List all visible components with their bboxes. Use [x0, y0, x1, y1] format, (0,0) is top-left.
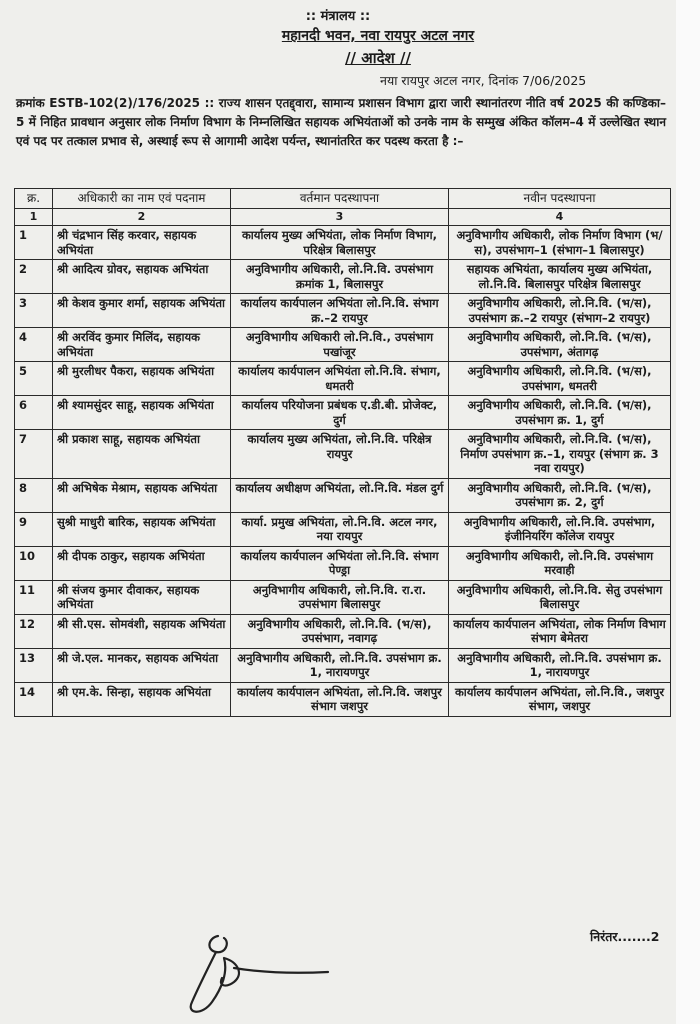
table-row: [15, 614, 671, 648]
table-row: [15, 362, 671, 396]
row-current-posting: अनुविभागीय अधिकारी लो.नि.वि., उपसंभाग पखांजूर: [231, 328, 449, 362]
row-current-posting: कार्यालय कार्यपालन अभियंता, लो.नि.वि. जशपुर संभाग जशपुर: [231, 682, 449, 716]
order-title: // आदेश //: [345, 49, 411, 67]
row-new-posting: अनुविभागीय अधिकारी, लो.नि.वि. उपसंभाग मरवाही: [449, 546, 671, 580]
row-officer-name: श्री एम.के. सिन्हा, सहायक अभियंता: [53, 682, 231, 716]
header-sn: क्र.: [15, 189, 53, 209]
row-serial: 13: [15, 648, 53, 682]
row-new-posting: कार्यालय कार्यपालन अभियंता, लो.नि.वि., जशपुर संभाग, जशपुर: [449, 682, 671, 716]
column-number: 3: [231, 208, 449, 226]
table-row: [15, 226, 671, 260]
row-current-posting: कार्यालय परियोजना प्रबंधक ए.डी.बी. प्रोजेक्ट, दुर्ग: [231, 396, 449, 430]
row-serial: 7: [15, 430, 53, 479]
row-officer-name: श्री अरविंद कुमार मिलिंद, सहायक अभियंता: [53, 328, 231, 362]
row-current-posting: कार्यालय मुख्य अभियंता, लोक निर्माण विभाग, परिक्षेत्र बिलासपुर: [231, 226, 449, 260]
row-officer-name: श्री आदित्य ग्रोवर, सहायक अभियंता: [53, 260, 231, 294]
row-serial: 6: [15, 396, 53, 430]
row-officer-name: श्री दीपक ठाकुर, सहायक अभियंता: [53, 546, 231, 580]
row-new-posting: अनुविभागीय अधिकारी, लो.नि.वि. उपसंभाग क्र. 1, नारायणपुर: [449, 648, 671, 682]
column-number-row: [15, 208, 671, 226]
row-officer-name: श्री अभिषेक मेश्राम, सहायक अभियंता: [53, 478, 231, 512]
row-officer-name: श्री प्रकाश साहू, सहायक अभियंता: [53, 430, 231, 479]
column-number: 4: [449, 208, 671, 226]
row-current-posting: कार्या. प्रमुख अभियंता, लो.नि.वि. अटल नगर, नया रायपुर: [231, 512, 449, 546]
row-officer-name: सुश्री माधुरी बारिक, सहायक अभियंता: [53, 512, 231, 546]
row-new-posting: अनुविभागीय अधिकारी, लो.नि.वि. (भ/स), उपसंभाग, अंतागढ़: [449, 328, 671, 362]
table-row: [15, 580, 671, 614]
row-new-posting: सहायक अभियंता, कार्यालय मुख्य अभियंता, लो.नि.वि. बिलासपुर परिक्षेत्र बिलासपुर: [449, 260, 671, 294]
row-new-posting: अनुविभागीय अधिकारी, लो.नि.वि. (भ/स), उपसंभाग, धमतरी: [449, 362, 671, 396]
row-serial: 3: [15, 294, 53, 328]
transfer-table: [14, 188, 671, 717]
table-row: [15, 682, 671, 716]
row-new-posting: अनुविभागीय अधिकारी, लो.नि.वि. सेतु उपसंभाग बिलासपुर: [449, 580, 671, 614]
table-row: [15, 260, 671, 294]
row-serial: 2: [15, 260, 53, 294]
row-serial: 8: [15, 478, 53, 512]
column-number: 2: [53, 208, 231, 226]
row-officer-name: श्री मुरलीधर पैकरा, सहायक अभियंता: [53, 362, 231, 396]
row-serial: 5: [15, 362, 53, 396]
row-serial: 9: [15, 512, 53, 546]
table-row: [15, 328, 671, 362]
row-new-posting: अनुविभागीय अधिकारी, लो.नि.वि. उपसंभाग, इंजीनियरिंग कॉलेज रायपुर: [449, 512, 671, 546]
row-serial: 1: [15, 226, 53, 260]
row-officer-name: श्री केशव कुमार शर्मा, सहायक अभियंता: [53, 294, 231, 328]
order-paragraph: क्रमांक ESTB-102(2)/176/2025 :: राज्य शासन एतद्द्वारा, सामान्य प्रशासन विभाग द्वारा जारी स्थानांतरण नीति वर्ष 2025 की कण्डिका–5 में निहित प्रावधान अनुसार लोक निर्माण विभाग के निम्नलिखित सहायक अभियंताओं को उनके नाम के सम्मुख अंकित कॉलम–4 में उल्लेखित स्थान एवं पद पर तत्काल प्रभाव से, अस्थाई रूप से आगामी आदेश पर्यन्त, स्थानांतरित कर पदस्थ करता है :–: [16, 96, 666, 148]
row-current-posting: कार्यालय कार्यपालन अभियंता लो.नि.वि. संभाग क्र.–2 रायपुर: [231, 294, 449, 328]
row-serial: 10: [15, 546, 53, 580]
row-new-posting: अनुविभागीय अधिकारी, लोक निर्माण विभाग (भ/स), उपसंभाग–1 (संभाग–1 बिलासपुर): [449, 226, 671, 260]
dateline: नया रायपुर अटल नगर, दिनांक 7/06/2025: [380, 73, 587, 88]
continued-note: निरंतर.......2: [590, 929, 660, 944]
row-new-posting: अनुविभागीय अधिकारी, लो.नि.वि. (भ/स), उपसंभाग क्र. 1, दुर्ग: [449, 396, 671, 430]
table-row: [15, 294, 671, 328]
row-officer-name: श्री जे.एल. मानकर, सहायक अभियंता: [53, 648, 231, 682]
row-serial: 4: [15, 328, 53, 362]
row-officer-name: श्री सी.एस. सोमवंशी, सहायक अभियंता: [53, 614, 231, 648]
row-current-posting: अनुविभागीय अधिकारी, लो.नि.वि. उपसंभाग क्र. 1, नारायणपुर: [231, 648, 449, 682]
table-row: [15, 648, 671, 682]
table-row: [15, 512, 671, 546]
row-current-posting: अनुविभागीय अधिकारी, लो.नि.वि. उपसंभाग क्रमांक 1, बिलासपुर: [231, 260, 449, 294]
table-body: [15, 226, 671, 717]
row-officer-name: श्री श्यामसुंदर साहू, सहायक अभियंता: [53, 396, 231, 430]
row-current-posting: कार्यालय कार्यपालन अभियंता लो.नि.वि. संभाग पेण्ड्रा: [231, 546, 449, 580]
table-row: [15, 478, 671, 512]
table-header-row: [15, 189, 671, 209]
row-current-posting: कार्यालय कार्यपालन अभियंता लो.नि.वि. संभाग, धमतरी: [231, 362, 449, 396]
table-row: [15, 430, 671, 479]
row-new-posting: अनुविभागीय अधिकारी, लो.नि.वि. (भ/स), निर्माण उपसंभाग क्र.–1, रायपुर (संभाग क्र. 3 नवा रायपुर): [449, 430, 671, 479]
row-current-posting: कार्यालय मुख्य अभियंता, लो.नि.वि. परिक्षेत्र रायपुर: [231, 430, 449, 479]
row-officer-name: श्री चंद्रभान सिंह करवार, सहायक अभियंता: [53, 226, 231, 260]
header-name: अधिकारी का नाम एवं पदनाम: [53, 189, 231, 209]
row-new-posting: अनुविभागीय अधिकारी, लो.नि.वि. (भ/स), उपसंभाग क्र.–2 रायपुर (संभाग–2 रायपुर): [449, 294, 671, 328]
signature-image: [178, 928, 338, 1018]
row-serial: 11: [15, 580, 53, 614]
row-current-posting: अनुविभागीय अधिकारी, लो.नि.वि. (भ/स), उपसंभाग, नवागढ़: [231, 614, 449, 648]
building-heading: महानदी भवन, नवा रायपुर अटल नगर: [281, 28, 475, 44]
header-current-posting: वर्तमान पदस्थापना: [231, 189, 449, 209]
table-row: [15, 546, 671, 580]
row-new-posting: अनुविभागीय अधिकारी, लो.नि.वि. (भ/स), उपसंभाग क्र. 2, दुर्ग: [449, 478, 671, 512]
row-officer-name: श्री संजय कुमार दीवाकर, सहायक अभियंता: [53, 580, 231, 614]
row-serial: 12: [15, 614, 53, 648]
page-edge: [676, 0, 700, 1024]
column-number: 1: [15, 208, 53, 226]
ministry-heading: :: मंत्रालय ::: [305, 9, 371, 24]
row-serial: 14: [15, 682, 53, 716]
row-new-posting: कार्यालय कार्यपालन अभियंता, लोक निर्माण विभाग संभाग बेमेतरा: [449, 614, 671, 648]
header-new-posting: नवीन पदस्थापना: [449, 189, 671, 209]
row-current-posting: कार्यालय अधीक्षण अभियंता, लो.नि.वि. मंडल दुर्ग: [231, 478, 449, 512]
row-current-posting: अनुविभागीय अधिकारी, लो.नि.वि. रा.रा. उपसंभाग बिलासपुर: [231, 580, 449, 614]
table-row: [15, 396, 671, 430]
